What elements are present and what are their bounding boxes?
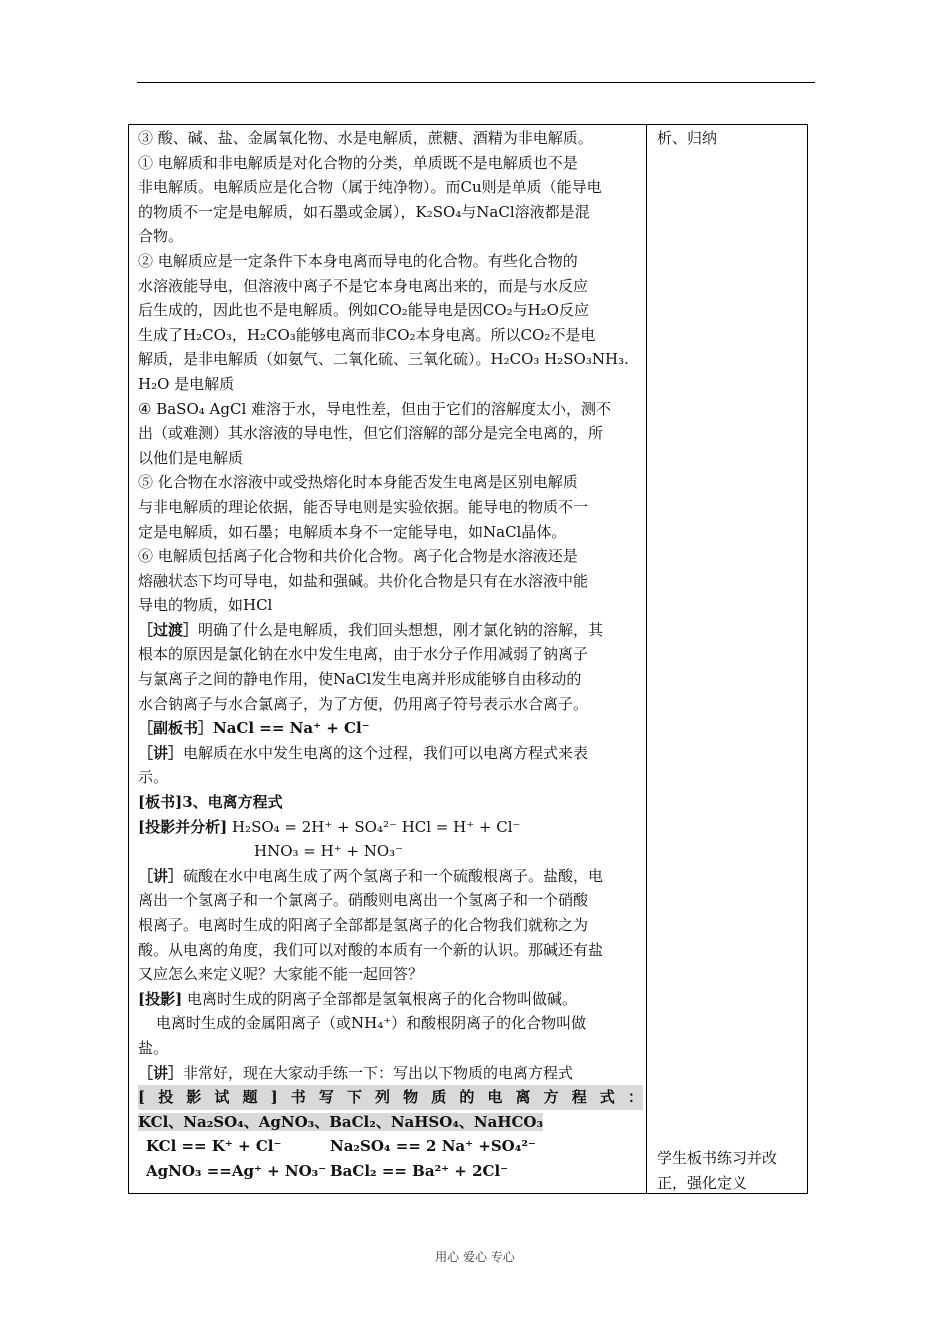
base-definition: 电离时生成的阴离子全部都是氢氧根离子的化合物叫做碱。 xyxy=(182,989,577,1008)
answer-equation: BaCl₂ == Ba²⁺ + 2Cl⁻ xyxy=(330,1161,509,1180)
title-char: 的 xyxy=(459,1088,475,1107)
title-char: 方 xyxy=(543,1088,559,1107)
salt-definition-end: 盐。 xyxy=(138,1038,169,1057)
title-char: ] xyxy=(270,1088,278,1107)
text-line: 水溶液能导电，但溶液中离子不是它本身电离出来的，而是与水反应 xyxy=(138,276,589,295)
title-char: 程 xyxy=(571,1088,587,1107)
text-line: ⑤ 化合物在水溶液中或受热熔化时本身能否发生电离是区别电解质 xyxy=(138,473,578,492)
header-rule xyxy=(137,82,815,83)
talk-tag: ［讲］ xyxy=(138,866,184,885)
text-line: 的物质不一定是电解质，如石墨或金属），K₂SO₄与NaCl溶液都是混 xyxy=(138,202,590,221)
sub-board-line: ［副板书］NaCl == Na⁺ + Cl⁻ xyxy=(138,719,370,738)
text-line: 定是电解质，如石墨；电解质本身不一定能导电，如NaCl晶体。 xyxy=(138,522,567,541)
talk-tag: ［讲］ xyxy=(138,743,184,762)
transition-text: 明确了什么是电解质，我们回头想想，刚才氯化钠的溶解，其 xyxy=(198,620,604,639)
talk-line: 又应怎么来定义呢？大家能不能一起回答？ xyxy=(138,965,424,984)
title-char: 离 xyxy=(515,1088,531,1107)
projection2-line xyxy=(138,987,643,1012)
talk-line: 示。 xyxy=(138,768,169,787)
talk-line xyxy=(138,864,643,889)
title-char: 试 xyxy=(214,1088,230,1107)
projection-equation: HNO₃ = H⁺ + NO₃⁻ xyxy=(254,842,404,861)
page-footer: 用心 爱心 专心 xyxy=(435,1250,515,1264)
text-line: 非电解质。电解质应是化合物（属于纯净物）。而Cu则是单质（能导电 xyxy=(138,178,602,197)
note-bottom: 学生板书练习并改正，强化定义 xyxy=(657,1149,778,1192)
salt-definition: 电离时生成的金属阳离子（或NH₄⁺）和酸根阴离子的化合物叫做 xyxy=(156,1014,587,1033)
projection2-tag: [投影] xyxy=(138,989,183,1008)
transition-line: 水合钠离子与水合氯离子，为了方便，仍用离子符号表示水合离子。 xyxy=(138,694,589,713)
exercise-compounds-line xyxy=(138,1110,643,1135)
title-char: 题 xyxy=(242,1088,258,1107)
title-char: 列 xyxy=(375,1088,391,1107)
answer-equation: KCl == K⁺ + Cl⁻ xyxy=(146,1137,282,1156)
text-line: 熔融状态下均可导电，如盐和强碱。共价化合物是只有在水溶液中能 xyxy=(138,571,589,590)
transition-tag: ［过渡］ xyxy=(138,620,199,639)
talk-line xyxy=(138,741,643,766)
answer-row xyxy=(138,1134,643,1159)
talk-tag: ［讲］ xyxy=(138,1063,184,1082)
board-heading: [板书]3、电离方程式 xyxy=(138,793,283,812)
answer-equation: AgNO₃ ==Ag⁺ + NO₃⁻ xyxy=(146,1161,327,1180)
notes-column xyxy=(647,125,807,1193)
note-top: 析、归纳 xyxy=(657,129,718,147)
talk-line: 根离子。电离时生成的阳离子全部都是氢离子的化合物我们就称之为 xyxy=(138,916,589,934)
content-lines xyxy=(138,126,643,1184)
title-char: [ xyxy=(138,1088,146,1107)
text-line: 后生成的，因此也不是电解质。例如CO₂能导电是因CO₂与H₂O反应 xyxy=(138,301,589,320)
talk-line: 离出一个氢离子和一个氯离子。硝酸则电离出一个氢离子和一个硝酸 xyxy=(138,891,589,910)
text-line: ③ 酸、碱、盐、金属氧化物、水是电解质，蔗糖、酒精为非电解质。 xyxy=(138,129,593,147)
transition-line xyxy=(138,618,643,643)
text-line: 生成了H₂CO₃，H₂CO₃能够电离而非CO₂本身电离。所以CO₂不是电 xyxy=(138,325,596,344)
talk-text: 硫酸在水中电离生成了两个氢离子和一个硫酸根离子。盐酸，电 xyxy=(183,866,604,885)
exercise-title xyxy=(138,1085,643,1110)
title-char: 式 xyxy=(599,1088,615,1107)
text-line: 合物。 xyxy=(138,227,184,246)
text-line: 与非电解质的理论依据，能否导电则是实验依据。能导电的物质不一 xyxy=(138,497,589,516)
talk-line xyxy=(138,1061,643,1086)
text-line: ④ BaSO₄ AgCl 难溶于水，导电性差，但由于它们的溶解度太小，测不 xyxy=(138,399,612,418)
content-column xyxy=(129,125,647,1193)
title-char: ： xyxy=(627,1088,643,1107)
title-char: 写 xyxy=(318,1088,334,1107)
answer-equation: Na₂SO₄ == 2 Na⁺ +SO₄²⁻ xyxy=(330,1137,536,1156)
projection-line xyxy=(138,815,643,840)
projection-tag: [投影并分析] xyxy=(138,817,228,836)
text-line: 解质，是非电解质（如氨气、二氧化硫、三氧化硫）。H₂CO₃ H₂SO₃NH₃. xyxy=(138,350,629,369)
title-char: 下 xyxy=(346,1088,362,1107)
title-char: 物 xyxy=(403,1088,419,1107)
title-char: 书 xyxy=(290,1088,306,1107)
talk-text: 电解质在水中发生电离的这个过程，我们可以电离方程式来表 xyxy=(183,743,589,762)
projection-equations: H₂SO₄ = 2H⁺ + SO₄²⁻ HCl = H⁺ + Cl⁻ xyxy=(227,817,521,836)
title-char: 影 xyxy=(186,1088,202,1107)
text-line: 导电的物质，如HCl xyxy=(138,596,273,615)
lesson-table xyxy=(128,124,808,1194)
title-char: 投 xyxy=(158,1088,174,1107)
answer-row xyxy=(138,1159,643,1184)
title-char: 电 xyxy=(487,1088,503,1107)
text-line: 以他们是电解质 xyxy=(138,448,244,467)
text-line: ① 电解质和非电解质是对化合物的分类，单质既不是电解质也不是 xyxy=(138,153,578,172)
talk-text: 非常好，现在大家动手练一下：写出以下物质的电离方程式 xyxy=(183,1063,574,1082)
transition-line: 与氯离子之间的静电作用，使NaCl发生电离并形成能够自由移动的 xyxy=(138,670,582,689)
text-line: ⑥ 电解质包括离子化合物和共价化合物。离子化合物是水溶液还是 xyxy=(138,547,578,566)
text-line: H₂O 是电解质 xyxy=(138,374,235,393)
title-char: 质 xyxy=(431,1088,447,1107)
exercise-compounds: KCl、Na₂SO₄、AgNO₃、BaCl₂、NaHSO₄、NaHCO₃ xyxy=(138,1112,544,1131)
talk-line: 酸。从电离的角度，我们可以对酸的本质有一个新的认识。那碱还有盐 xyxy=(138,940,604,959)
text-line: 出（或难测）其水溶液的导电性，但它们溶解的部分是完全电离的，所 xyxy=(138,424,604,443)
text-line: ② 电解质应是一定条件下本身电离而导电的化合物。有些化合物的 xyxy=(138,251,578,270)
transition-line: 根本的原因是氯化钠在水中发生电离，由于水分子作用减弱了钠离子 xyxy=(138,645,589,664)
